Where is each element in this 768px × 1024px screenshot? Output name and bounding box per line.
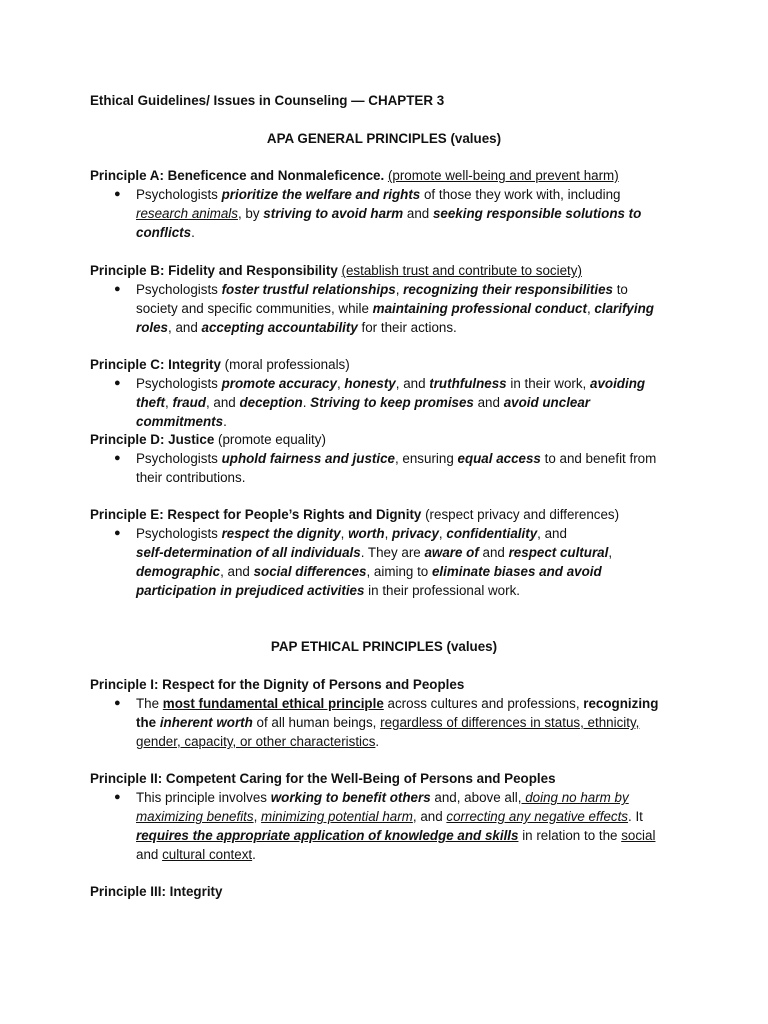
- principle-b-text: society and specific communities, while maintaining professional conduct, clarifying: [136, 301, 654, 316]
- principle-d-text: their contributions.: [136, 470, 246, 485]
- principle-a-text: Psychologists prioritize the welfare and rights of those they work with, including: [136, 187, 621, 202]
- document-title: Ethical Guidelines/ Issues in Counseling — CHAPTER 3: [90, 93, 445, 108]
- principle-iii-heading: Principle III: Integrity: [90, 884, 223, 899]
- principle-c-heading: Principle C: Integrity (moral professionals): [90, 357, 350, 372]
- bullet-icon: ●: [114, 377, 121, 389]
- bullet-icon: ●: [114, 283, 121, 295]
- principle-a-heading: Principle A: Beneficence and Nonmaleficence. (promote well-being and prevent harm): [90, 168, 619, 183]
- principle-e-heading: Principle E: Respect for People’s Rights and Dignity (respect privacy and differences): [90, 507, 620, 522]
- principle-d-heading: Principle D: Justice (promote equality): [90, 432, 326, 447]
- bullet-icon: ●: [114, 697, 121, 709]
- bullet-icon: ●: [114, 188, 121, 200]
- principle-b-text: roles, and accepting accountability for their actions.: [136, 320, 457, 335]
- principle-d-text: Psychologists uphold fairness and justice, ensuring equal access to and benefit from: [136, 451, 657, 466]
- principle-c-text: theft, fraud, and deception. Striving to keep promises and avoid unclear: [136, 395, 591, 410]
- principle-i-heading: Principle I: Respect for the Dignity of Persons and Peoples: [90, 677, 465, 692]
- principle-c-text: commitments.: [136, 414, 227, 429]
- principle-ii-text: requires the appropriate application of knowledge and skills in relation to the social: [136, 828, 656, 843]
- principle-e-text: Psychologists respect the dignity, worth, privacy, confidentiality, and: [136, 526, 567, 541]
- pap-section-heading: PAP ETHICAL PRINCIPLES (values): [270, 639, 498, 654]
- principle-ii-text: This principle involves working to benefit others and, above all, doing no harm by: [136, 790, 629, 805]
- bullet-icon: ●: [114, 527, 121, 539]
- principle-c-text: Psychologists promote accuracy, honesty, and truthfulness in their work, avoiding: [136, 376, 646, 391]
- principle-b-text: Psychologists foster trustful relationships, recognizing their responsibilities to: [136, 282, 628, 297]
- bullet-icon: ●: [114, 791, 121, 803]
- principle-a-text: conflicts.: [136, 225, 195, 240]
- principle-b-heading: Principle B: Fidelity and Responsibility (establish trust and contribute to society): [90, 263, 582, 278]
- principle-ii-heading: Principle II: Competent Caring for the Well-Being of Persons and Peoples: [90, 771, 556, 786]
- bullet-icon: ●: [114, 452, 121, 464]
- principle-ii-text: and cultural context.: [136, 847, 256, 862]
- principle-i-text: The most fundamental ethical principle across cultures and professions, recognizing: [136, 696, 659, 711]
- principle-i-text: gender, capacity, or other characteristics.: [136, 734, 380, 749]
- principle-e-text: self-determination of all individuals. They are aware of and respect cultural,: [136, 545, 613, 560]
- principle-e-text: demographic, and social differences, aiming to eliminate biases and avoid: [136, 564, 602, 579]
- principle-i-text: the inherent worth of all human beings, regardless of differences in status, ethnicity,: [136, 715, 640, 730]
- principle-e-text: participation in prejudiced activities in their professional work.: [136, 583, 521, 598]
- principle-a-text: research animals, by striving to avoid harm and seeking responsible solutions to: [136, 206, 642, 221]
- apa-section-heading: APA GENERAL PRINCIPLES (values): [266, 131, 502, 146]
- principle-ii-text: maximizing benefits, minimizing potential harm, and correcting any negative effects. It: [136, 809, 643, 824]
